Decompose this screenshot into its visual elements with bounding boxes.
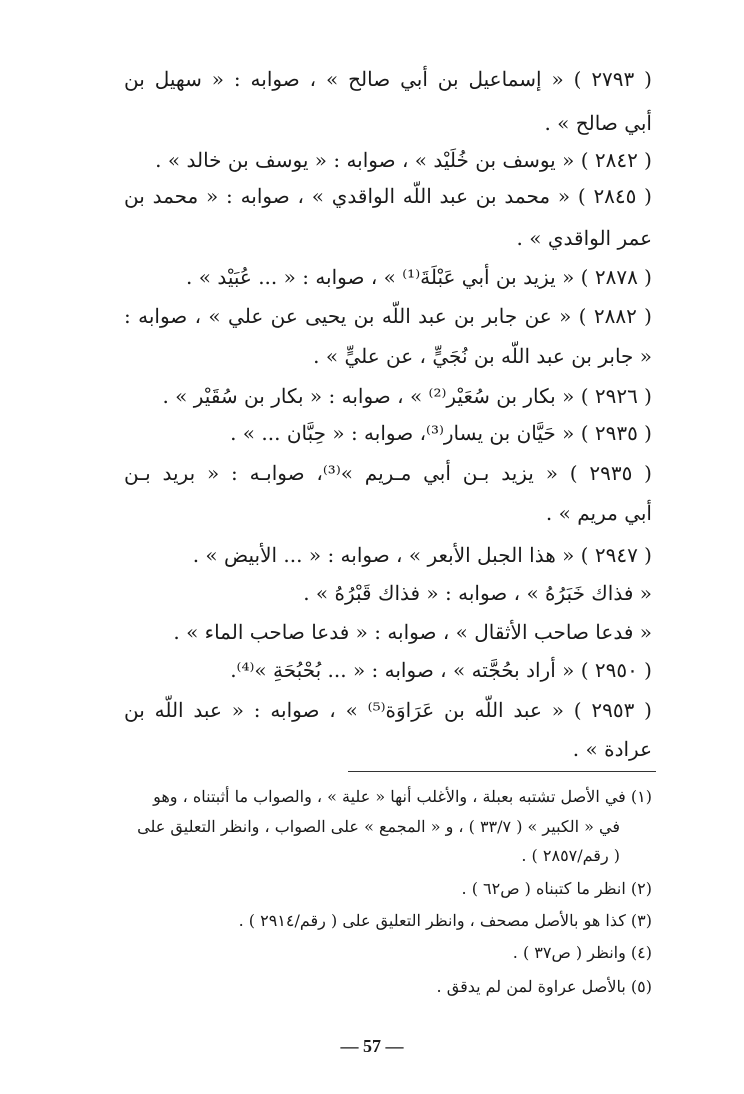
entry-line: ( ٢٨٤٢ ) « يوسف بن خُلَيْد » ، صوابه : « يوسف بن خالد » . (155, 148, 652, 172)
entry-line: عمر الواقدي » . (516, 226, 652, 250)
entry-line: ( ٢٩٥٣ ) « عبد اللّه بن عَرَاوَة⁽⁵⁾ » ، صوابه : « عبد اللّه بن (124, 698, 652, 722)
entry-line: ( ٢٧٩٣ ) « إسماعيل بن أبي صالح » ، صوابه : « سهيل بن (124, 67, 652, 91)
entry-line: ( ٢٨٧٨ ) « يزيد بن أبي عَبْلَةَ⁽¹⁾ » ، صوابه : « ... عُبَيْد » . (186, 265, 652, 289)
entry-line: ( ٢٩٣٥ ) « يزيد بـن أبي مـريم »⁽³⁾، صوابـه : « بريد بـن (124, 461, 652, 485)
entry-line: « جابر بن عبد اللّه بن نُجَيٍّ ، عن عليٍّ » . (313, 344, 652, 368)
entry-line: ( ٢٨٨٢ ) « عن جابر بن عبد اللّه بن يحيى عن علي » ، صوابه : (124, 304, 652, 328)
entry-line: ( ٢٩٣٥ ) « حَيَّان بن يسار⁽³⁾، صوابه : « حِبَّان ... » . (230, 421, 652, 445)
entry-line: أبي مريم » . (545, 501, 652, 525)
footnote-line: ( رقم/٢٨٥٧ ) . (521, 846, 620, 865)
footnote-separator (348, 771, 656, 772)
entry-line: ( ٢٨٤٥ ) « محمد بن عبد اللّه الواقدي » ، صوابه : « محمد بن (124, 184, 652, 208)
entry-line: « فذاك خَبَرُهُ » ، صوابه : « فذاك قَبْرُهُ » . (303, 581, 652, 605)
footnote-line: (١) في الأصل تشتبه بعبلة ، والأغلب أنها « علية » ، والصواب ما أثبتناه ، وهو (153, 787, 652, 806)
footnote-line: (٥) بالأصل عراوة لمن لم يدقق . (436, 977, 652, 996)
page-number: — 57 — (340, 1036, 404, 1056)
footnote-line: (٣) كذا هو بالأصل مصحف ، وانظر التعليق على ( رقم/٢٩١٤ ) . (238, 911, 652, 930)
footnote-line: (٤) وانظر ( ص٣٧ ) . (512, 943, 652, 962)
entry-line: ( ٢٩٥٠ ) « أراد بحُجَّته » ، صوابه : « ... بُحْبُحَةِ »⁽⁴⁾. (230, 658, 652, 682)
footnote-line: في « الكبير » ( ٣٣/٧ ) ، و « المجمع » على الصواب ، وانظر التعليق على (137, 817, 620, 836)
entry-line: عرادة » . (572, 737, 652, 761)
entry-line: أبي صالح » . (544, 111, 652, 135)
entry-line: ( ٢٩٢٦ ) « بكار بن سُعَيْر⁽²⁾ » ، صوابه : « بكار بن سُقَيْر » . (162, 384, 652, 408)
entry-line: « فدعا صاحب الأثقال » ، صوابه : « فدعا صاحب الماء » . (173, 620, 652, 644)
entry-line: ( ٢٩٤٧ ) « هذا الجبل الأبعر » ، صوابه : « ... الأبيض » . (192, 543, 652, 567)
footnote-line: (٢) انظر ما كتبناه ( ص٦٢ ) . (461, 879, 652, 898)
